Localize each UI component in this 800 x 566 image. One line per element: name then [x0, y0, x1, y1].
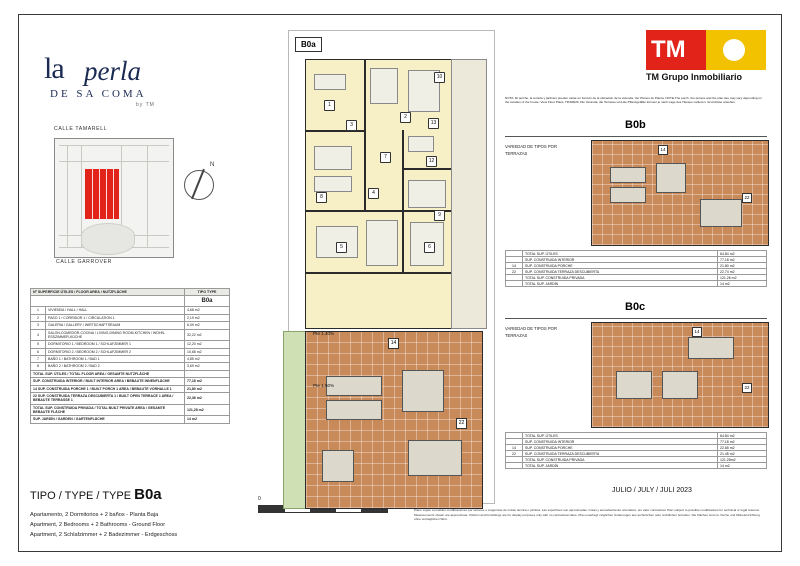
logo-perla: perla	[84, 56, 141, 86]
row-value: 6,09 m2	[185, 322, 230, 329]
slope-label-1: Pte 1.40%	[313, 331, 335, 336]
tm-circle-icon	[723, 39, 745, 61]
table-row	[31, 307, 230, 314]
table-header-left: Nº SUPERFICIE ÚTILES / FLOOR AREA / NUTZFLÄCHE	[31, 289, 185, 296]
row-value: 2,19 m2	[185, 314, 230, 321]
variant-row-label: TOTAL SUP. CONSTRUIDA PRIVADA	[523, 275, 718, 281]
variant-row-value: 22.65 m2	[718, 445, 767, 451]
variant-row-label: TOTAL SUP. CONSTRUIDA PRIVADA	[523, 457, 718, 463]
table-row	[31, 329, 230, 341]
variant-row-value: 22.74 m2	[718, 269, 767, 275]
variant-row-key: 14	[506, 263, 523, 269]
variant-row-label: SUP. CONSTRUIDA INTERIOR	[523, 439, 718, 445]
variant-row-label: SUP. CONSTRUIDA PORCHE	[523, 263, 718, 269]
table-type-value: B0a	[185, 296, 230, 307]
variant-block-b0b	[505, 118, 767, 286]
site-pool	[81, 223, 135, 255]
table-total-row	[31, 378, 230, 385]
variant-label: VARIEDAD DE TIPOS POR TERRAZAS	[505, 144, 557, 156]
variant-row-key	[506, 281, 523, 287]
total-value: 21,80 m2	[185, 385, 230, 392]
table-total-row	[31, 392, 230, 404]
variant-row-label: SUP. CONSTRUIDA PORCHE	[523, 445, 718, 451]
row-label: BAÑO 2 / BATHROOM 2 / BAD 2	[46, 363, 185, 370]
variant-row-value: 121.28m2	[718, 457, 767, 463]
variant-label: VARIEDAD DE TIPOS POR TERRAZAS	[505, 326, 557, 338]
variant-terrace-plan: 14 22	[591, 322, 769, 428]
variant-block-b0c	[505, 300, 767, 468]
row-label: DORMITORIO 2 / BEDROOM 2 / SCHLAFZIMMER 2	[46, 348, 185, 355]
row-number: 8	[31, 363, 46, 370]
row-label: GALERIA / GALLERY / WIRTSCHAFTSRAUM	[46, 322, 185, 329]
variant-row-label: TOTAL SUP. ÚTILES	[523, 433, 718, 439]
row-label: PASO 1 / CORRIDOR 1 / CIRCULATION 1	[46, 314, 185, 321]
variant-row-key: 22	[506, 451, 523, 457]
side-balcony	[451, 59, 487, 329]
variant-row-value: 14 m2	[718, 463, 767, 469]
row-number: 1	[31, 307, 46, 314]
variant-row-value: 21.80 m2	[718, 263, 767, 269]
table-row	[31, 341, 230, 348]
variant-row-key: 22	[506, 269, 523, 275]
row-label: SALON-COMEDOR-COCINA / LIVING-DINING ROOM-KITCHEN / WOHN-ESSZIMMER-KÜCHE	[46, 329, 185, 341]
total-label: SUP. JARDÍN / GARDEN / GARTENFLÄCHE	[31, 416, 185, 423]
street-label-top: CALLE TAMARELL	[54, 126, 108, 132]
site-location-plan	[44, 122, 184, 272]
total-value: 77,18 m2	[185, 378, 230, 385]
total-value	[185, 370, 230, 377]
total-value: 121,28 m2	[185, 404, 230, 416]
variant-row-value: 64.84 m2	[718, 251, 767, 257]
scale-tick: 0	[258, 496, 261, 502]
type-prefix: TIPO / TYPE / TYPE	[30, 490, 135, 502]
compass-icon	[176, 162, 220, 206]
table-header-row	[31, 289, 230, 296]
row-value: 12,20 m2	[185, 341, 230, 348]
north-label: N	[210, 162, 215, 168]
caption-en: Apartment, 2 Bedrooms + 2 Bathrooms - Ground Floor	[30, 521, 166, 528]
site-plan-box	[54, 138, 174, 258]
total-label: 14 SUP. CONSTRUIDA PORCHE 1 / BUILT PORCH 1 AREA / BEBAUTE VORHALLE 1	[31, 385, 185, 392]
caption-es: Apartamento, 2 Dormitorios + 2 baños - Planta Baja	[30, 512, 159, 518]
variant-row-label: TOTAL SUP. JARDÍN	[523, 463, 718, 469]
total-value: 14 m2	[185, 416, 230, 423]
interior-apartment: 1 2 13 12 8 4 10 9 5 6 3 7	[305, 59, 452, 329]
row-label: DORMITORIO 1 / BEDROOM 1 / SCHLAFZIMMER 1	[46, 341, 185, 348]
row-number: 3	[31, 322, 46, 329]
total-value: 22,36 m2	[185, 392, 230, 404]
highlighted-unit	[85, 169, 119, 219]
row-label: VIVIENDA / HALL / HALL	[46, 307, 185, 314]
laperla-logo	[44, 52, 174, 108]
variant-row-value: 121.26 m2	[718, 275, 767, 281]
row-number: 4	[31, 329, 46, 341]
issue-date: JULIO / JULY / JULI 2023	[612, 487, 692, 494]
variant-area-table	[505, 250, 767, 287]
table-row	[31, 356, 230, 363]
variant-row	[506, 463, 767, 469]
table-row	[31, 363, 230, 370]
type-caption	[30, 486, 280, 540]
variant-title: B0c	[625, 301, 646, 313]
variant-row-label: SUP. CONSTRUIDA INTERIOR	[523, 257, 718, 263]
row-value: 3,69 m2	[185, 363, 230, 370]
logo-byline: by TM	[136, 102, 155, 108]
total-label: TOTAL SUP. CONSTRUIDA PRIVADA / TOTAL BUILT PRIVATE AREA / GESAMTE BEBAUTE FLÄCHE	[31, 404, 185, 416]
floor-plan-b0a	[288, 30, 495, 504]
variant-area-table	[505, 432, 767, 469]
street-label-bottom: CALLE GARROVER	[56, 259, 112, 265]
table-row	[31, 348, 230, 355]
row-number: 7	[31, 356, 46, 363]
variant-row-label: TOTAL SUP. ÚTILES	[523, 251, 718, 257]
variant-title: B0b	[625, 119, 646, 131]
type-code: B0a	[134, 486, 162, 503]
variant-row	[506, 281, 767, 287]
variant-row-value: 21.45 m2	[718, 451, 767, 457]
tm-logo	[646, 30, 766, 88]
variant-terrace-plan: 14 22	[591, 140, 769, 246]
variant-row-label: TOTAL SUP. JARDÍN	[523, 281, 718, 287]
tm-caption: TM Grupo Inmobiliario	[646, 72, 742, 82]
variant-row-key: 14	[506, 445, 523, 451]
tm-mark-text: TM	[651, 36, 686, 63]
caption-de: Apartment, 2 Schlafzimmer + 2 Badezimmer - Erdgeschoss	[30, 531, 178, 538]
row-label: BAÑO 1 / BATHROOM 1 / BAD 1	[46, 356, 185, 363]
variant-row-value: 14 m2	[718, 281, 767, 287]
location-note: NOTA: El porche, la terraza y jardines pueden variar en función de la ubicación de la vivienda. Ver Planos de Planta. NOTE:The porch, the terrace and the plan ties may vary depending on the location of the house. View Floor Plans. HINWEIS: Die Veranda, die Terrasse und die Pflanzgefäße können je nach Lage des Hauses variieren. Grundrisse ansehen.	[505, 96, 762, 105]
garden-strip	[283, 331, 307, 509]
variant-row-value: 77.18 m2	[718, 257, 767, 263]
total-label: SUP. CONSTRUIDA INTERIOR / BUILT INTERIOR AREA / BEBAUTE INNENFLÄCHE	[31, 378, 185, 385]
surface-area-table	[30, 288, 230, 424]
table-total-row	[31, 385, 230, 392]
variant-row-key	[506, 463, 523, 469]
table-total-row	[31, 416, 230, 423]
row-number: 6	[31, 348, 46, 355]
table-header-right: TIPO TYPE	[185, 289, 230, 296]
table-total-row	[31, 370, 230, 377]
table-total-row	[31, 404, 230, 416]
variant-row-value: 64.84 m2	[718, 433, 767, 439]
table-row	[31, 322, 230, 329]
tm-mark-red	[646, 30, 706, 70]
variant-row-label: SUP. CONSTRUIDA TERRAZA DESCUBIERTA	[523, 269, 718, 275]
legal-footer: Plano sujeto a posibles modificaciones por razones o exigencias de índole técnica o jurídica. Las superficies son aproximadas. Cotas y amueblamiento orientativo, sin valor contractual. Plan subject to possible modifications for technical or legal reasons. Measurements shown are approximate. Kitchen and furnishings are for display purposes only with no contractual value. Plan unterliegt möglichen Änderungen aus technischen oder rechtlichen Gründen. Die Flächen sind ca. Küche und Möbeleinrichtung ohne vertraglichen Wert.	[414, 508, 760, 522]
table-row	[31, 314, 230, 321]
terrace-area: 14 22	[305, 331, 483, 509]
slope-label-2: Pte 1.50%	[313, 383, 335, 388]
row-number: 2	[31, 314, 46, 321]
row-value: 10,68 m2	[185, 348, 230, 355]
row-value: 4,68 m2	[185, 307, 230, 314]
row-value: 32,22 m2	[185, 329, 230, 341]
variant-row-label: SUP. CONSTRUIDA TERRAZA DESCUBIERTA	[523, 451, 718, 457]
tm-mark-yellow	[706, 30, 766, 70]
plan-tag: B0a	[295, 37, 322, 52]
row-value: 4,85 m2	[185, 356, 230, 363]
row-number: 5	[31, 341, 46, 348]
variant-row-value: 77.18 m2	[718, 439, 767, 445]
total-label: 22 SUP. CONSTRUIDA TERRAZA DESCUBIERTA 1 / BUILT OPEN TERRACE 1 AREA / BEBAUTE TERRASSE 1	[31, 392, 185, 404]
logo-la: la	[44, 52, 64, 85]
total-label: TOTAL SUP. ÚTILES / TOTAL FLOOR AREA / GESAMTE NUTZFLÄCHE	[31, 370, 185, 377]
logo-subtitle: DE SA COMA	[50, 88, 147, 100]
